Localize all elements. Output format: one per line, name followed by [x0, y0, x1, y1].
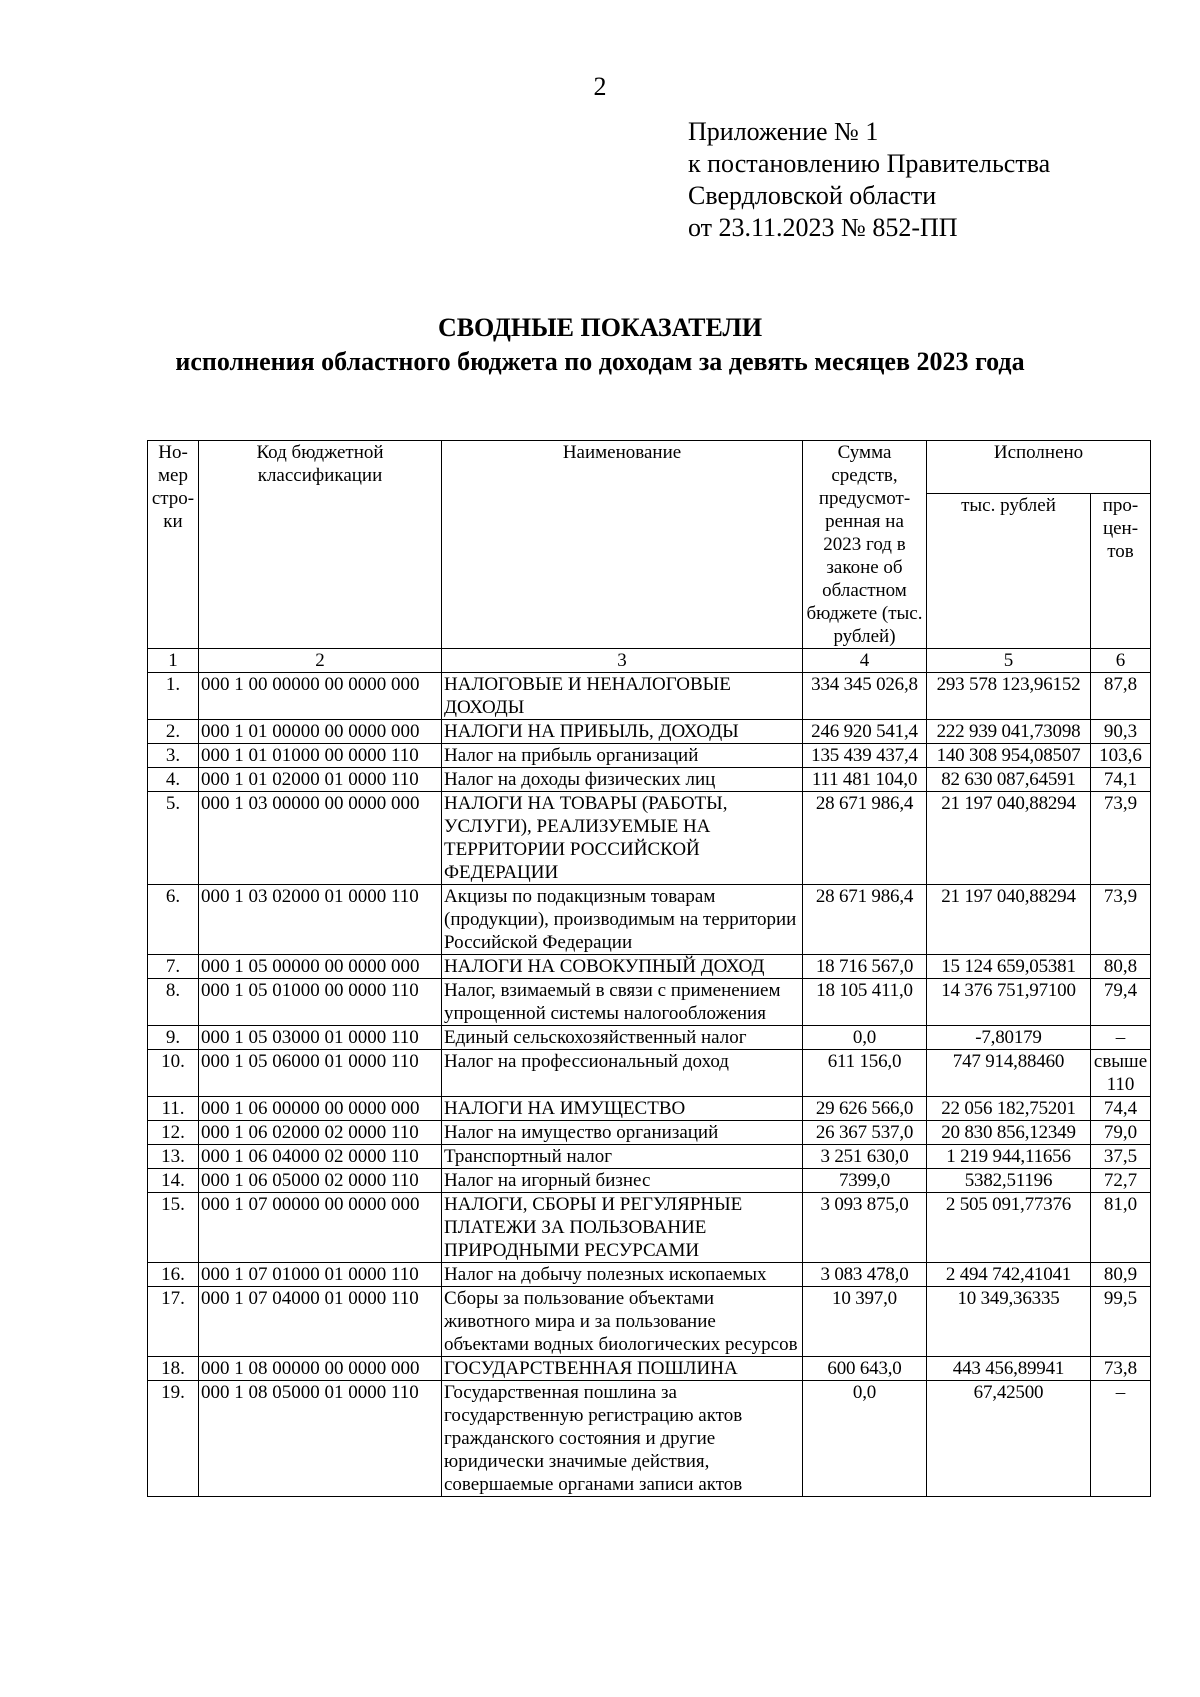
- row-number-cell: 4.: [148, 768, 199, 792]
- table-row: [148, 1357, 1151, 1381]
- budget-code-cell: 000 1 06 05000 02 0000 110: [199, 1169, 442, 1193]
- planned-amount-cell: 135 439 437,4: [803, 744, 927, 768]
- item-name-cell: Единый сельскохозяйственный налог: [442, 1026, 803, 1050]
- column-number: 4: [803, 649, 927, 673]
- title-line-1: СВОДНЫЕ ПОКАЗАТЕЛИ: [437, 313, 763, 342]
- table-row: [148, 955, 1151, 979]
- executed-percent-cell: 79,0: [1091, 1121, 1151, 1145]
- executed-percent-cell: 37,5: [1091, 1145, 1151, 1169]
- executed-percent-cell: 103,6: [1091, 744, 1151, 768]
- table-row: [148, 885, 1151, 955]
- table-row: [148, 1169, 1151, 1193]
- executed-percent-cell: 73,9: [1091, 792, 1151, 885]
- title-line-2: исполнения областного бюджета по доходам за девять месяцев 2023 года: [175, 347, 1025, 376]
- budget-code-cell: 000 1 05 06000 01 0000 110: [199, 1050, 442, 1097]
- executed-amount-cell: 2 494 742,41041: [927, 1263, 1091, 1287]
- planned-amount-cell: 28 671 986,4: [803, 885, 927, 955]
- row-number-cell: 12.: [148, 1121, 199, 1145]
- item-name-cell: НАЛОГИ НА СОВОКУПНЫЙ ДОХОД: [442, 955, 803, 979]
- executed-percent-cell: –: [1091, 1381, 1151, 1497]
- row-number-cell: 5.: [148, 792, 199, 885]
- row-number-cell: 10.: [148, 1050, 199, 1097]
- row-number-cell: 7.: [148, 955, 199, 979]
- executed-percent-cell: –: [1091, 1026, 1151, 1050]
- executed-percent-cell: 99,5: [1091, 1287, 1151, 1357]
- executed-amount-cell: 293 578 123,96152: [927, 673, 1091, 720]
- budget-code-cell: 000 1 06 02000 02 0000 110: [199, 1121, 442, 1145]
- item-name-cell: Сборы за пользование объектами животного мира и за пользование объектами водных биологических ресурсов: [442, 1287, 803, 1357]
- item-name-cell: Налог на профессиональный доход: [442, 1050, 803, 1097]
- executed-percent-cell: 72,7: [1091, 1169, 1151, 1193]
- item-name-cell: Налог на прибыль организаций: [442, 744, 803, 768]
- executed-percent-cell: 73,9: [1091, 885, 1151, 955]
- executed-amount-cell: 747 914,88460: [927, 1050, 1091, 1097]
- header-code: Код бюджетной классификации: [199, 441, 442, 649]
- budget-code-cell: 000 1 07 01000 01 0000 110: [199, 1263, 442, 1287]
- budget-code-cell: 000 1 05 00000 00 0000 000: [199, 955, 442, 979]
- planned-amount-cell: 18 105 411,0: [803, 979, 927, 1026]
- executed-percent-cell: 80,9: [1091, 1263, 1151, 1287]
- item-name-cell: Налог на добычу полезных ископаемых: [442, 1263, 803, 1287]
- executed-amount-cell: 67,42500: [927, 1381, 1091, 1497]
- row-number-cell: 2.: [148, 720, 199, 744]
- row-number-cell: 18.: [148, 1357, 199, 1381]
- column-number: 2: [199, 649, 442, 673]
- executed-percent-cell: 80,8: [1091, 955, 1151, 979]
- planned-amount-cell: 26 367 537,0: [803, 1121, 927, 1145]
- header-row: [148, 441, 1151, 494]
- executed-percent-cell: 90,3: [1091, 720, 1151, 744]
- item-name-cell: Акцизы по подакцизным товарам (продукции), производимым на территории Российской Федерации: [442, 885, 803, 955]
- table-row: [148, 768, 1151, 792]
- budget-code-cell: 000 1 06 00000 00 0000 000: [199, 1097, 442, 1121]
- table-row: [148, 744, 1151, 768]
- row-number-cell: 3.: [148, 744, 199, 768]
- budget-code-cell: 000 1 03 02000 01 0000 110: [199, 885, 442, 955]
- item-name-cell: Государственная пошлина за государственную регистрацию актов гражданского состояния и другие юридически значимые действия, совершаемые органами записи актов: [442, 1381, 803, 1497]
- planned-amount-cell: 3 093 875,0: [803, 1193, 927, 1263]
- budget-code-cell: 000 1 07 04000 01 0000 110: [199, 1287, 442, 1357]
- column-number: 5: [927, 649, 1091, 673]
- table-row: [148, 720, 1151, 744]
- planned-amount-cell: 611 156,0: [803, 1050, 927, 1097]
- budget-code-cell: 000 1 07 00000 00 0000 000: [199, 1193, 442, 1263]
- table-row: [148, 1381, 1151, 1497]
- executed-amount-cell: 10 349,36335: [927, 1287, 1091, 1357]
- row-number-cell: 14.: [148, 1169, 199, 1193]
- row-number-cell: 19.: [148, 1381, 199, 1497]
- row-number-cell: 6.: [148, 885, 199, 955]
- budget-code-cell: 000 1 08 05000 01 0000 110: [199, 1381, 442, 1497]
- row-number-cell: 9.: [148, 1026, 199, 1050]
- item-name-cell: Налог на игорный бизнес: [442, 1169, 803, 1193]
- header-executed: Исполнено: [927, 441, 1151, 494]
- budget-code-cell: 000 1 01 01000 00 0000 110: [199, 744, 442, 768]
- budget-code-cell: 000 1 08 00000 00 0000 000: [199, 1357, 442, 1381]
- executed-amount-cell: -7,80179: [927, 1026, 1091, 1050]
- table-row: [148, 1287, 1151, 1357]
- budget-code-cell: 000 1 01 02000 01 0000 110: [199, 768, 442, 792]
- planned-amount-cell: 3 251 630,0: [803, 1145, 927, 1169]
- row-number-cell: 1.: [148, 673, 199, 720]
- budget-code-cell: 000 1 01 00000 00 0000 000: [199, 720, 442, 744]
- column-numbers-row: [148, 649, 1151, 673]
- executed-percent-cell: 74,4: [1091, 1097, 1151, 1121]
- budget-code-cell: 000 1 05 01000 00 0000 110: [199, 979, 442, 1026]
- table-row: [148, 1050, 1151, 1097]
- executed-percent-cell: 79,4: [1091, 979, 1151, 1026]
- planned-amount-cell: 0,0: [803, 1026, 927, 1050]
- item-name-cell: Налог, взимаемый в связи с применением упрощенной системы налогообложения: [442, 979, 803, 1026]
- table-row: [148, 673, 1151, 720]
- planned-amount-cell: 18 716 567,0: [803, 955, 927, 979]
- appendix-line-1: Приложение № 1: [688, 117, 879, 146]
- executed-amount-cell: 22 056 182,75201: [927, 1097, 1091, 1121]
- item-name-cell: НАЛОГОВЫЕ И НЕНАЛОГОВЫЕ ДОХОДЫ: [442, 673, 803, 720]
- executed-amount-cell: 222 939 041,73098: [927, 720, 1091, 744]
- budget-code-cell: 000 1 03 00000 00 0000 000: [199, 792, 442, 885]
- planned-amount-cell: 246 920 541,4: [803, 720, 927, 744]
- planned-amount-cell: 3 083 478,0: [803, 1263, 927, 1287]
- table-row: [148, 1097, 1151, 1121]
- item-name-cell: НАЛОГИ НА ПРИБЫЛЬ, ДОХОДЫ: [442, 720, 803, 744]
- item-name-cell: Налог на доходы физических лиц: [442, 768, 803, 792]
- executed-amount-cell: 1 219 944,11656: [927, 1145, 1091, 1169]
- executed-percent-cell: 87,8: [1091, 673, 1151, 720]
- item-name-cell: НАЛОГИ НА ИМУЩЕСТВО: [442, 1097, 803, 1121]
- header-row-number: Но-мер стро-ки: [148, 441, 199, 649]
- item-name-cell: ГОСУДАРСТВЕННАЯ ПОШЛИНА: [442, 1357, 803, 1381]
- header-executed-percent: про-цен-тов: [1091, 494, 1151, 649]
- item-name-cell: НАЛОГИ НА ТОВАРЫ (РАБОТЫ, УСЛУГИ), РЕАЛИЗУЕМЫЕ НА ТЕРРИТОРИИ РОССИЙСКОЙ ФЕДЕРАЦИИ: [442, 792, 803, 885]
- executed-amount-cell: 443 456,89941: [927, 1357, 1091, 1381]
- planned-amount-cell: 334 345 026,8: [803, 673, 927, 720]
- executed-amount-cell: 21 197 040,88294: [927, 792, 1091, 885]
- row-number-cell: 13.: [148, 1145, 199, 1169]
- executed-amount-cell: 5382,51196: [927, 1169, 1091, 1193]
- header-name: Наименование: [442, 441, 803, 649]
- budget-table: [147, 440, 1151, 1497]
- document-title: [0, 311, 1200, 379]
- header-planned: Сумма средств, предусмот-ренная на 2023 год в законе об областном бюджете (тыс. рублей): [803, 441, 927, 649]
- executed-amount-cell: 15 124 659,05381: [927, 955, 1091, 979]
- planned-amount-cell: 10 397,0: [803, 1287, 927, 1357]
- planned-amount-cell: 111 481 104,0: [803, 768, 927, 792]
- appendix-line-4: от 23.11.2023 № 852-ПП: [688, 213, 958, 242]
- column-number: 1: [148, 649, 199, 673]
- table-row: [148, 1026, 1151, 1050]
- item-name-cell: НАЛОГИ, СБОРЫ И РЕГУЛЯРНЫЕ ПЛАТЕЖИ ЗА ПОЛЬЗОВАНИЕ ПРИРОДНЫМИ РЕСУРСАМИ: [442, 1193, 803, 1263]
- planned-amount-cell: 7399,0: [803, 1169, 927, 1193]
- table-row: [148, 1193, 1151, 1263]
- executed-percent-cell: свыше 110: [1091, 1050, 1151, 1097]
- executed-amount-cell: 21 197 040,88294: [927, 885, 1091, 955]
- executed-amount-cell: 20 830 856,12349: [927, 1121, 1091, 1145]
- row-number-cell: 11.: [148, 1097, 199, 1121]
- planned-amount-cell: 600 643,0: [803, 1357, 927, 1381]
- item-name-cell: Транспортный налог: [442, 1145, 803, 1169]
- appendix-line-3: Свердловской области: [688, 181, 937, 210]
- table-row: [148, 979, 1151, 1026]
- appendix-block: [688, 116, 1050, 244]
- executed-amount-cell: 140 308 954,08507: [927, 744, 1091, 768]
- executed-percent-cell: 73,8: [1091, 1357, 1151, 1381]
- page-number: 2: [593, 72, 607, 101]
- planned-amount-cell: 28 671 986,4: [803, 792, 927, 885]
- budget-code-cell: 000 1 06 04000 02 0000 110: [199, 1145, 442, 1169]
- table-row: [148, 1263, 1151, 1287]
- row-number-cell: 16.: [148, 1263, 199, 1287]
- row-number-cell: 15.: [148, 1193, 199, 1263]
- appendix-line-2: к постановлению Правительства: [688, 149, 1051, 178]
- executed-amount-cell: 2 505 091,77376: [927, 1193, 1091, 1263]
- header-executed-thousand: тыс. рублей: [927, 494, 1091, 649]
- planned-amount-cell: 29 626 566,0: [803, 1097, 927, 1121]
- executed-percent-cell: 74,1: [1091, 768, 1151, 792]
- budget-code-cell: 000 1 00 00000 00 0000 000: [199, 673, 442, 720]
- table-row: [148, 792, 1151, 885]
- column-number: 6: [1091, 649, 1151, 673]
- table-row: [148, 1145, 1151, 1169]
- table-row: [148, 1121, 1151, 1145]
- row-number-cell: 8.: [148, 979, 199, 1026]
- planned-amount-cell: 0,0: [803, 1381, 927, 1497]
- budget-code-cell: 000 1 05 03000 01 0000 110: [199, 1026, 442, 1050]
- executed-amount-cell: 14 376 751,97100: [927, 979, 1091, 1026]
- executed-amount-cell: 82 630 087,64591: [927, 768, 1091, 792]
- item-name-cell: Налог на имущество организаций: [442, 1121, 803, 1145]
- row-number-cell: 17.: [148, 1287, 199, 1357]
- column-number: 3: [442, 649, 803, 673]
- executed-percent-cell: 81,0: [1091, 1193, 1151, 1263]
